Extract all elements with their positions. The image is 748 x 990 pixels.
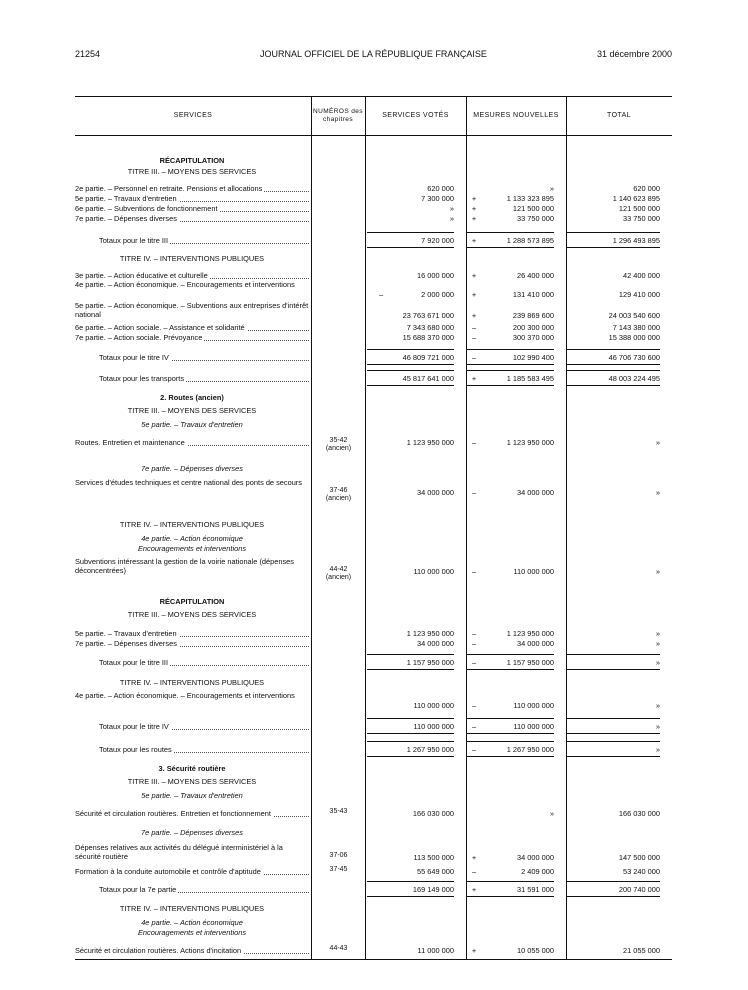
label-text: Services d'études techniques et centre national des ponts de secours — [75, 478, 302, 487]
mesures-nouvelles-value: 102 990 400 — [512, 353, 554, 362]
section-heading: 2. Routes (ancien) — [160, 393, 224, 402]
table-row — [75, 437, 672, 452]
services-votes-value: 1 123 950 000 — [406, 438, 454, 447]
title-heading: TITRE IV. – INTERVENTIONS PUBLIQUES — [119, 254, 265, 263]
label-text: 5e partie. – Travaux d'entretien — [75, 194, 177, 203]
services-votes-value: 110 000 000 — [413, 701, 454, 710]
services-votes-value: 45 817 641 000 — [402, 374, 454, 383]
total-value: 48 003 224 495 — [608, 374, 660, 383]
chapter-number — [312, 566, 365, 582]
sum-rule — [467, 364, 554, 365]
row-label — [75, 638, 309, 649]
table-row — [75, 808, 672, 819]
section-heading: RÉCAPITULATION — [159, 597, 225, 606]
row-label — [75, 691, 309, 700]
mesures-nouvelles-value: » — [549, 809, 554, 818]
sign: + — [471, 290, 477, 299]
table-row — [75, 677, 672, 688]
mesures-nouvelles-value: 200 300 000 — [512, 323, 554, 332]
col-header-services: SERVICES — [173, 112, 213, 119]
sum-rule — [367, 741, 454, 742]
label-text: Totaux pour les routes — [99, 745, 172, 754]
title-heading: TITRE IV. – INTERVENTIONS PUBLIQUES — [119, 520, 265, 529]
sign: – — [471, 353, 477, 362]
services-votes-value: 34 000 000 — [417, 639, 454, 648]
label-text: Routes. Entretien et maintenance — [75, 438, 185, 447]
subsection-heading: Encouragements et interventions — [137, 928, 247, 937]
total-value: 24 003 540 600 — [608, 311, 660, 320]
total-label — [99, 657, 309, 668]
row-label — [75, 843, 309, 861]
total-label — [99, 744, 309, 755]
table-row — [75, 638, 672, 649]
mesures-nouvelles-value: 33 750 000 — [517, 214, 554, 223]
table-row — [75, 763, 672, 774]
total-value: 46 706 730 600 — [608, 353, 660, 362]
label-text: Sécurité et circulation routières. Actions d'incitation — [75, 946, 242, 955]
total-value: » — [655, 722, 660, 731]
total-value: 21 055 000 — [623, 946, 660, 955]
mesures-nouvelles-value: 110 000 000 — [513, 722, 554, 731]
row-label — [75, 437, 309, 448]
mesures-nouvelles-value: 1 123 950 000 — [506, 438, 554, 447]
services-votes-value: 23 763 671 000 — [402, 311, 454, 320]
row-label — [75, 332, 309, 343]
services-votes-value: 620 000 — [427, 184, 454, 193]
chapter-note: (ancien) — [325, 574, 352, 581]
total-value: 121 500 000 — [618, 204, 660, 213]
subsection-heading: 5e partie. – Travaux d'entretien — [141, 420, 243, 429]
label-text: 4e partie. – Action économique. – Encouragements et interventions — [75, 280, 295, 289]
total-value: » — [655, 745, 660, 754]
section-heading: RÉCAPITULATION — [159, 156, 225, 165]
title-heading: TITRE III. – MOYENS DES SERVICES — [127, 167, 257, 176]
label-text: 6e partie. – Subventions de fonctionnement — [75, 204, 218, 213]
sum-rule — [367, 718, 454, 719]
sum-rule — [467, 733, 554, 734]
total-value: » — [655, 438, 660, 447]
sign: + — [471, 194, 477, 203]
table-row — [75, 166, 672, 177]
chapter-code: 37-45 — [329, 866, 348, 873]
table-row — [75, 373, 672, 384]
services-votes-value: 16 000 000 — [417, 271, 454, 280]
sign: + — [471, 946, 477, 955]
chapter-number — [312, 866, 365, 874]
table-row — [75, 596, 672, 607]
table-row — [75, 843, 672, 863]
page-header — [75, 49, 672, 61]
mesures-nouvelles-value: 1 288 573 895 — [506, 236, 554, 245]
sign: – — [471, 867, 477, 876]
mesures-nouvelles-value: 121 500 000 — [512, 204, 554, 213]
label-text: 7e partie. – Dépenses diverses — [75, 639, 177, 648]
sign: – — [471, 323, 477, 332]
table-row — [75, 519, 672, 530]
label-text: Totaux pour le titre IV — [99, 722, 169, 731]
table-row — [75, 721, 672, 732]
chapter-code: 44-42 — [329, 566, 348, 573]
table-row — [75, 691, 672, 711]
table-row — [75, 776, 672, 787]
label-text: 5e partie. – Travaux d'entretien — [75, 629, 177, 638]
chapter-number — [312, 945, 365, 953]
title-heading: TITRE III. – MOYENS DES SERVICES — [127, 406, 257, 415]
sum-rule — [467, 247, 554, 248]
title-heading: TITRE III. – MOYENS DES SERVICES — [127, 777, 257, 786]
total-value: » — [655, 701, 660, 710]
table-row — [75, 253, 672, 264]
sign: – — [471, 567, 477, 576]
table-row — [75, 827, 672, 838]
sum-rule — [567, 896, 660, 897]
sign: – — [471, 333, 477, 342]
chapter-number — [312, 808, 365, 816]
sum-rule — [567, 756, 660, 757]
sum-rule — [567, 232, 660, 233]
sum-rule — [367, 364, 454, 365]
total-value: 166 030 000 — [618, 809, 660, 818]
mesures-nouvelles-value: 34 000 000 — [517, 639, 554, 648]
total-value: » — [655, 567, 660, 576]
sum-rule — [367, 881, 454, 882]
table-row — [75, 280, 672, 300]
sum-rule — [567, 247, 660, 248]
chapter-number — [312, 852, 365, 860]
table-row — [75, 405, 672, 416]
total-label — [99, 884, 309, 895]
sum-rule — [467, 896, 554, 897]
sum-rule — [367, 247, 454, 248]
col-header-chapitres: NUMÉROS des chapitres — [313, 108, 363, 123]
sum-rule — [567, 733, 660, 734]
table-row — [75, 903, 672, 914]
sum-rule — [367, 232, 454, 233]
subsection-heading: 7e partie. – Dépenses diverses — [141, 828, 243, 837]
chapter-note: (ancien) — [325, 495, 352, 502]
total-value: 53 240 000 — [623, 867, 660, 876]
page-number: 21254 — [75, 49, 101, 59]
table-row — [75, 884, 672, 895]
row-label — [75, 213, 309, 224]
sign: – — [471, 639, 477, 648]
table-row — [75, 927, 672, 938]
services-votes-value: 11 000 000 — [417, 946, 454, 955]
table-row — [75, 213, 672, 224]
total-value: 620 000 — [633, 184, 660, 193]
header-divider — [75, 135, 672, 136]
total-value: » — [655, 639, 660, 648]
sum-rule — [467, 385, 554, 386]
sign: – — [471, 722, 477, 731]
services-votes-value: 166 030 000 — [412, 809, 454, 818]
chapter-number — [312, 487, 365, 503]
label-text: Sécurité et circulation routières. Entretien et fonctionnement — [75, 809, 271, 818]
sum-rule — [567, 370, 660, 371]
row-label — [75, 945, 309, 956]
row-label — [75, 808, 309, 819]
mesures-nouvelles-value: » — [549, 184, 554, 193]
sum-rule — [567, 741, 660, 742]
row-label — [75, 478, 309, 487]
mesures-nouvelles-value: 300 370 000 — [512, 333, 554, 342]
services-votes-value: » — [449, 204, 454, 213]
publication-date: 31 décembre 2000 — [596, 49, 672, 59]
label-text: 3e partie. – Action éducative et culturelle — [75, 271, 208, 280]
services-votes-value: 15 688 370 000 — [402, 333, 454, 342]
chapter-code: 37-46 — [329, 487, 348, 494]
total-value: 1 296 493 895 — [612, 236, 660, 245]
label-text: 5e partie. – Action économique. – Subventions aux entreprises d'intérêt national — [75, 301, 309, 319]
label-text: 7e partie. – Action sociale. Prévoyance — [75, 333, 203, 342]
total-label — [99, 721, 309, 732]
sum-rule — [567, 364, 660, 365]
total-value: 129 410 000 — [618, 290, 660, 299]
services-votes-value: 7 300 000 — [421, 194, 454, 203]
total-value: 33 750 000 — [623, 214, 660, 223]
label-text: 4e partie. – Action économique. – Encouragements et interventions — [75, 691, 295, 700]
row-label — [75, 866, 309, 877]
subsection-heading: 5e partie. – Travaux d'entretien — [141, 791, 243, 800]
sign: – — [471, 745, 477, 754]
label-text: 6e partie. – Action sociale. – Assistance et solidarité — [75, 323, 245, 332]
label-text: Totaux pour le titre IV — [99, 353, 169, 362]
sum-rule — [367, 896, 454, 897]
table-row — [75, 332, 672, 343]
sum-rule — [467, 881, 554, 882]
sign: – — [471, 658, 477, 667]
chapter-number — [312, 437, 365, 453]
mesures-nouvelles-value: 239 869 600 — [512, 311, 554, 320]
table-row — [75, 419, 672, 430]
total-value: » — [655, 488, 660, 497]
services-votes-value: 34 000 000 — [417, 488, 454, 497]
chapter-code: 35-42 — [329, 437, 348, 444]
mesures-nouvelles-value: 1 185 583 495 — [506, 374, 554, 383]
row-label — [75, 280, 309, 289]
total-value: 200 740 000 — [618, 885, 660, 894]
sum-rule — [467, 232, 554, 233]
sum-rule — [567, 669, 660, 670]
row-label — [75, 301, 309, 319]
sum-rule — [567, 385, 660, 386]
total-label — [99, 373, 309, 384]
title-heading: TITRE IV. – INTERVENTIONS PUBLIQUES — [119, 904, 265, 913]
row-label — [75, 557, 309, 575]
journal-title: JOURNAL OFFICIEL DE LA RÉPUBLIQUE FRANÇAISE — [260, 49, 487, 59]
table-row — [75, 744, 672, 755]
table-row — [75, 657, 672, 668]
mesures-nouvelles-value: 1 123 950 000 — [506, 629, 554, 638]
subsection-heading: 7e partie. – Dépenses diverses — [141, 464, 243, 473]
label-text: Dépenses relatives aux activités du délégué interministériel à la sécurité routière — [75, 843, 283, 861]
label-text: 7e partie. – Dépenses diverses — [75, 214, 177, 223]
total-value: 147 500 000 — [618, 853, 660, 862]
table-row — [75, 352, 672, 363]
services-votes-value: 1 267 950 000 — [406, 745, 454, 754]
sum-rule — [567, 718, 660, 719]
col-header-total: TOTAL — [607, 112, 631, 119]
sum-rule — [367, 370, 454, 371]
sum-rule — [367, 733, 454, 734]
label-text: Subventions intéressant la gestion de la voirie nationale (dépenses déconcentrées) — [75, 557, 294, 575]
services-votes-value: 55 649 000 — [417, 867, 454, 876]
table-row — [75, 463, 672, 474]
section-heading: 3. Sécurité routière — [158, 764, 226, 773]
sign: + — [471, 311, 477, 320]
sum-rule — [367, 756, 454, 757]
mesures-nouvelles-value: 2 409 000 — [521, 867, 554, 876]
sum-rule — [467, 741, 554, 742]
mesures-nouvelles-value: 131 410 000 — [512, 290, 554, 299]
sum-rule — [367, 654, 454, 655]
services-votes-value: 1 157 950 000 — [406, 658, 454, 667]
table-row — [75, 790, 672, 801]
table-row — [75, 866, 672, 877]
mesures-nouvelles-value: 34 000 000 — [517, 488, 554, 497]
services-votes-value: 46 809 721 000 — [402, 353, 454, 362]
budget-table — [75, 96, 672, 960]
sign: – — [471, 629, 477, 638]
services-votes-value: 113 500 000 — [413, 853, 454, 862]
sign: + — [471, 885, 477, 894]
sum-rule — [367, 669, 454, 670]
col-header-services-votes: SERVICES VOTÉS — [382, 112, 449, 119]
sign: + — [471, 204, 477, 213]
table-row — [75, 557, 672, 581]
table-row — [75, 945, 672, 956]
total-value: 42 400 000 — [623, 271, 660, 280]
sum-rule — [467, 669, 554, 670]
services-votes-value: 2 000 000 — [421, 290, 454, 299]
mesures-nouvelles-value: 1 267 950 000 — [506, 745, 554, 754]
sign: + — [471, 853, 477, 862]
services-votes-value: 169 149 000 — [412, 885, 454, 894]
total-value: » — [655, 658, 660, 667]
table-row — [75, 392, 672, 403]
sign: – — [471, 488, 477, 497]
sum-rule — [567, 654, 660, 655]
chapter-note: (ancien) — [325, 445, 352, 452]
sign: + — [471, 236, 477, 245]
mesures-nouvelles-value: 1 157 950 000 — [506, 658, 554, 667]
sign: – — [378, 290, 384, 299]
label-text: 2e partie. – Personnel en retraite. Pensions et allocations — [75, 184, 263, 193]
mesures-nouvelles-value: 110 000 000 — [513, 701, 554, 710]
table-row — [75, 609, 672, 620]
sum-rule — [467, 349, 554, 350]
chapter-code: 35-43 — [329, 808, 348, 815]
table-row — [75, 155, 672, 166]
table-row — [75, 478, 672, 502]
services-votes-value: 7 343 680 000 — [406, 323, 454, 332]
sum-rule — [467, 370, 554, 371]
sign: – — [471, 701, 477, 710]
sign: + — [471, 374, 477, 383]
sum-rule — [567, 349, 660, 350]
sum-rule — [367, 385, 454, 386]
title-heading: TITRE III. – MOYENS DES SERVICES — [127, 610, 257, 619]
table-row — [75, 235, 672, 246]
subsection-heading: 4e partie. – Action économique — [141, 534, 243, 543]
total-value: 7 143 380 000 — [612, 323, 660, 332]
chapter-code: 44-43 — [329, 945, 348, 952]
mesures-nouvelles-value: 1 133 323 895 — [506, 194, 554, 203]
sign: + — [471, 271, 477, 280]
sum-rule — [567, 881, 660, 882]
total-label — [99, 352, 309, 363]
services-votes-value: 110 000 000 — [413, 722, 454, 731]
total-value: 15 388 000 000 — [608, 333, 660, 342]
services-votes-value: 1 123 950 000 — [406, 629, 454, 638]
services-votes-value: 110 000 000 — [413, 567, 454, 576]
total-value: » — [655, 629, 660, 638]
mesures-nouvelles-value: 10 055 000 — [517, 946, 554, 955]
col-header-mesures-nouvelles: MESURES NOUVELLES — [473, 112, 559, 119]
sum-rule — [367, 349, 454, 350]
title-heading: TITRE IV. – INTERVENTIONS PUBLIQUES — [119, 678, 265, 687]
label-text: Formation à la conduite automobile et contrôle d'aptitude — [75, 867, 261, 876]
table-row — [75, 543, 672, 554]
sum-rule — [467, 756, 554, 757]
services-votes-value: » — [449, 214, 454, 223]
table-row — [75, 301, 672, 321]
total-value: 1 140 623 895 — [612, 194, 660, 203]
mesures-nouvelles-value: 26 400 000 — [517, 271, 554, 280]
mesures-nouvelles-value: 31 591 000 — [517, 885, 554, 894]
mesures-nouvelles-value: 110 000 000 — [513, 567, 554, 576]
label-text: Totaux pour le titre III — [99, 236, 169, 245]
label-text: Totaux pour la 7e partie — [99, 885, 177, 894]
mesures-nouvelles-value: 34 000 000 — [517, 853, 554, 862]
subsection-heading: 4e partie. – Action économique — [141, 918, 243, 927]
chapter-code: 37-06 — [329, 852, 348, 859]
services-votes-value: 7 920 000 — [421, 236, 454, 245]
label-text: Totaux pour les transports — [99, 374, 185, 383]
total-label — [99, 235, 309, 246]
sign: – — [471, 438, 477, 447]
subsection-heading: Encouragements et interventions — [137, 544, 247, 553]
sign: + — [471, 214, 477, 223]
label-text: Totaux pour le titre III — [99, 658, 169, 667]
sum-rule — [467, 718, 554, 719]
sum-rule — [467, 654, 554, 655]
